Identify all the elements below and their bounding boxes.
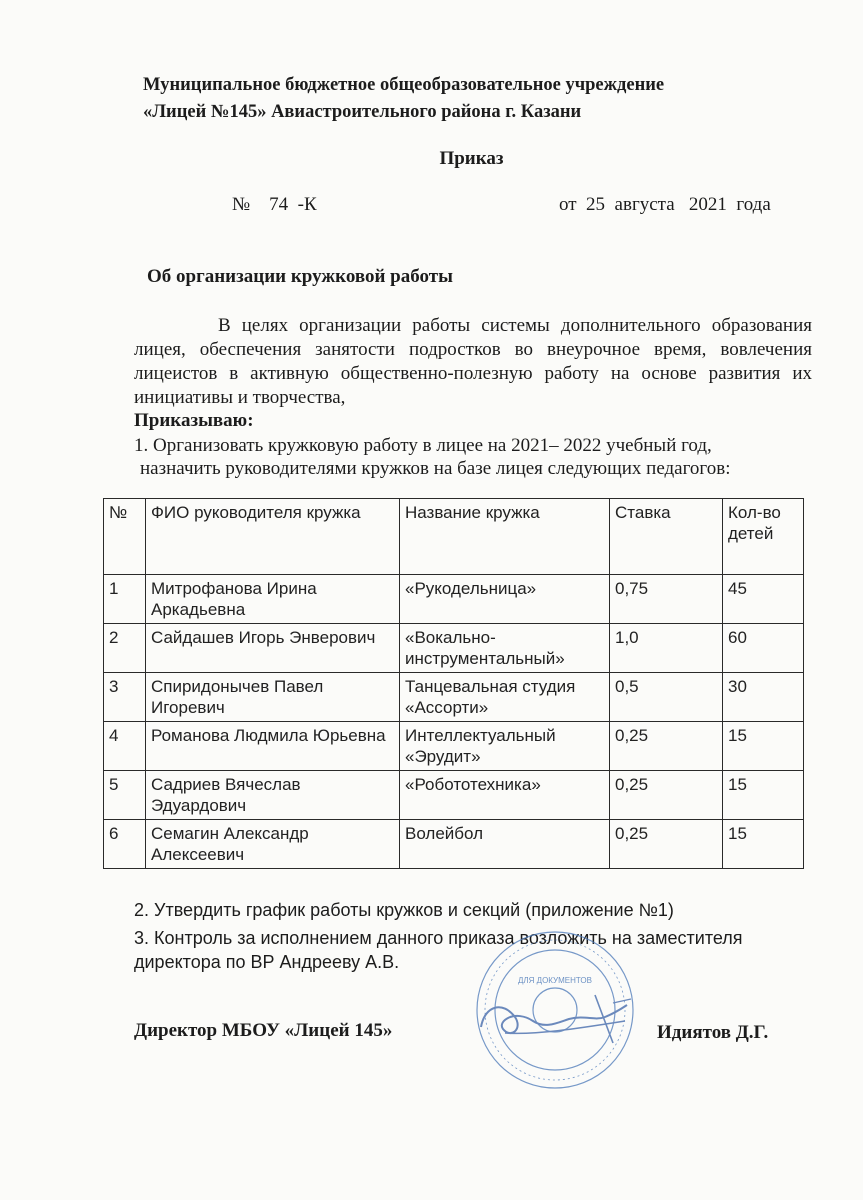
cell-rate: 1,0 bbox=[610, 624, 723, 673]
cell-rate: 0,25 bbox=[610, 722, 723, 771]
header-cell-number: № bbox=[104, 499, 146, 575]
table-row bbox=[104, 820, 804, 869]
cell-rate: 0,25 bbox=[610, 771, 723, 820]
table-row bbox=[104, 771, 804, 820]
cell-number: 2 bbox=[104, 624, 146, 673]
cell-club: «Робототехника» bbox=[400, 771, 610, 820]
order-date: от 25 августа 2021 года bbox=[559, 194, 771, 215]
cell-rate: 0,25 bbox=[610, 820, 723, 869]
cell-kids: 30 bbox=[723, 673, 804, 722]
header-cell-fio: ФИО руководителя кружка bbox=[146, 499, 400, 575]
cell-fio: Семагин Александр Алексеевич bbox=[146, 820, 400, 869]
cell-number: 5 bbox=[104, 771, 146, 820]
table-row bbox=[104, 673, 804, 722]
cell-kids: 15 bbox=[723, 771, 804, 820]
cell-fio: Спиридонычев Павел Игоревич bbox=[146, 673, 400, 722]
cell-club: Интеллектуальный «Эрудит» bbox=[400, 722, 610, 771]
table-row bbox=[104, 722, 804, 771]
header-cell-kids: Кол-во детей bbox=[723, 499, 804, 575]
document-title: Приказ bbox=[439, 148, 504, 169]
cell-fio: Романова Людмила Юрьевна bbox=[146, 722, 400, 771]
cell-kids: 15 bbox=[723, 722, 804, 771]
cell-fio: Садриев Вячеслав Эдуардович bbox=[146, 771, 400, 820]
cell-kids: 45 bbox=[723, 575, 804, 624]
cell-club: «Вокально-инструментальный» bbox=[400, 624, 610, 673]
preamble-paragraph: В целях организации работы системы дополнительного образования лицея, обеспечения занятости подростков во внеурочное время, вовлечения лицеистов в активную общественно-полезную работу на основе развития их инициативы и творчества, bbox=[134, 315, 812, 408]
org-line-1: Муниципальное бюджетное общеобразовательное учреждение bbox=[143, 75, 665, 95]
item-1-line-1: 1. Организовать кружковую работу в лицее на 2021– 2022 учебный год, bbox=[134, 435, 712, 456]
cell-number: 6 bbox=[104, 820, 146, 869]
director-name: Идиятов Д.Г. bbox=[657, 1022, 769, 1043]
item-1-line-2: назначить руководителями кружков на базе лицея следующих педагогов: bbox=[140, 458, 731, 479]
item-3-line-1: 3. Контроль за исполнением данного приказа возложить на заместителя bbox=[134, 928, 743, 948]
cell-club: Танцевальная студия «Ассорти» bbox=[400, 673, 610, 722]
table-header-row bbox=[104, 499, 804, 575]
org-line-2: «Лицей №145» Авиастроительного района г. Казани bbox=[143, 102, 582, 122]
cell-club: Волейбол bbox=[400, 820, 610, 869]
item-3-line-2: директора по ВР Андрееву А.В. bbox=[134, 952, 400, 972]
stamp-text: ДЛЯ ДОКУМЕНТОВ bbox=[517, 976, 593, 985]
cell-rate: 0,75 bbox=[610, 575, 723, 624]
table-row bbox=[104, 624, 804, 673]
table-row bbox=[104, 575, 804, 624]
director-position: Директор МБОУ «Лицей 145» bbox=[134, 1020, 393, 1041]
order-number: № 74 -К bbox=[232, 194, 317, 215]
cell-rate: 0,5 bbox=[610, 673, 723, 722]
header-cell-rate: Ставка bbox=[610, 499, 723, 575]
seal-stamp-icon bbox=[445, 925, 665, 1095]
cell-fio: Митрофанова Ирина Аркадьевна bbox=[146, 575, 400, 624]
club-leaders-table bbox=[103, 498, 804, 869]
cell-kids: 15 bbox=[723, 820, 804, 869]
cell-number: 4 bbox=[104, 722, 146, 771]
cell-club: «Рукодельница» bbox=[400, 575, 610, 624]
cell-number: 3 bbox=[104, 673, 146, 722]
cell-number: 1 bbox=[104, 575, 146, 624]
cell-fio: Сайдашев Игорь Энверович bbox=[146, 624, 400, 673]
organization-name bbox=[143, 72, 664, 126]
header-cell-club: Название кружка bbox=[400, 499, 610, 575]
order-subject: Об организации кружковой работы bbox=[147, 266, 453, 287]
item-2: 2. Утвердить график работы кружков и секций (приложение №1) bbox=[134, 900, 674, 920]
cell-kids: 60 bbox=[723, 624, 804, 673]
order-keyword: Приказываю: bbox=[134, 410, 254, 431]
